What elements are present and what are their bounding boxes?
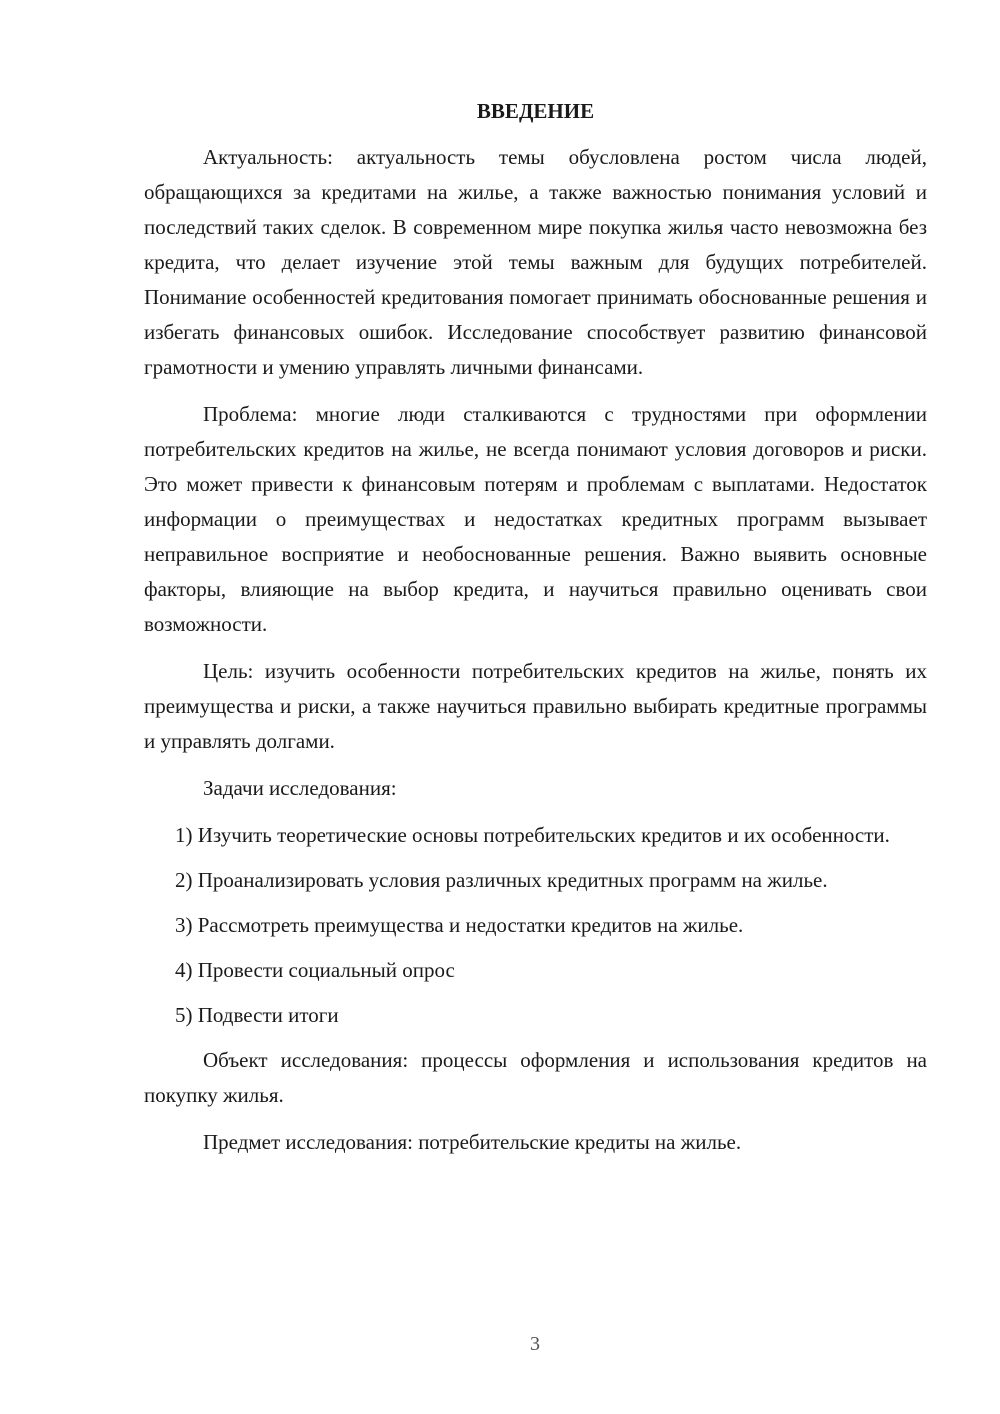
task-item-1: 1) Изучить теоретические основы потребительских кредитов и их особенности. <box>175 823 890 847</box>
object-paragraph: Объект исследования: процессы оформления и использования кредитов на покупку жилья. <box>144 1048 927 1107</box>
problem-paragraph: Проблема: многие люди сталкиваются с трудностями при оформлении потребительских кредитов на жилье, не всегда понимают условия договоров и риски. Это может привести к финансовым потерям и проблемам с выплатами. Недостаток информации о преимуществах и недостатках кредитных программ вызывает неправильное восприятие и необоснованные решения. Важно выявить основные факторы, влияющие на выбор кредита, и научиться правильно оценивать свои возможности. <box>144 402 927 636</box>
subject-paragraph: Предмет исследования: потребительские кредиты на жилье. <box>203 1130 742 1154</box>
page-number: 3 <box>530 1333 540 1355</box>
task-item-3: 3) Рассмотреть преимущества и недостатки кредитов на жилье. <box>175 913 744 937</box>
task-item-2: 2) Проанализировать условия различных кредитных программ на жилье. <box>175 868 828 892</box>
task-item-5: 5) Подвести итоги <box>175 1003 339 1027</box>
page-content <box>144 96 927 1172</box>
section-title: ВВЕДЕНИЕ <box>476 99 595 123</box>
relevance-paragraph: Актуальность: актуальность темы обусловлена ростом числа людей, обращающихся за кредитами на жилье, а также важностью понимания условий и последствий таких сделок. В современном мире покупка жилья часто невозможна без кредита, что делает изучение этой темы важным для будущих потребителей. Понимание особенностей кредитования помогает принимать обоснованные решения и избегать финансовых ошибок. Исследование способствует развитию финансовой грамотности и умению управлять личными финансами. <box>144 145 927 379</box>
task-item-4: 4) Провести социальный опрос <box>175 958 455 982</box>
tasks-heading: Задачи исследования: <box>203 776 397 800</box>
goal-paragraph: Цель: изучить особенности потребительских кредитов на жилье, понять их преимущества и риски, а также научиться правильно выбирать кредитные программы и управлять долгами. <box>144 659 927 753</box>
